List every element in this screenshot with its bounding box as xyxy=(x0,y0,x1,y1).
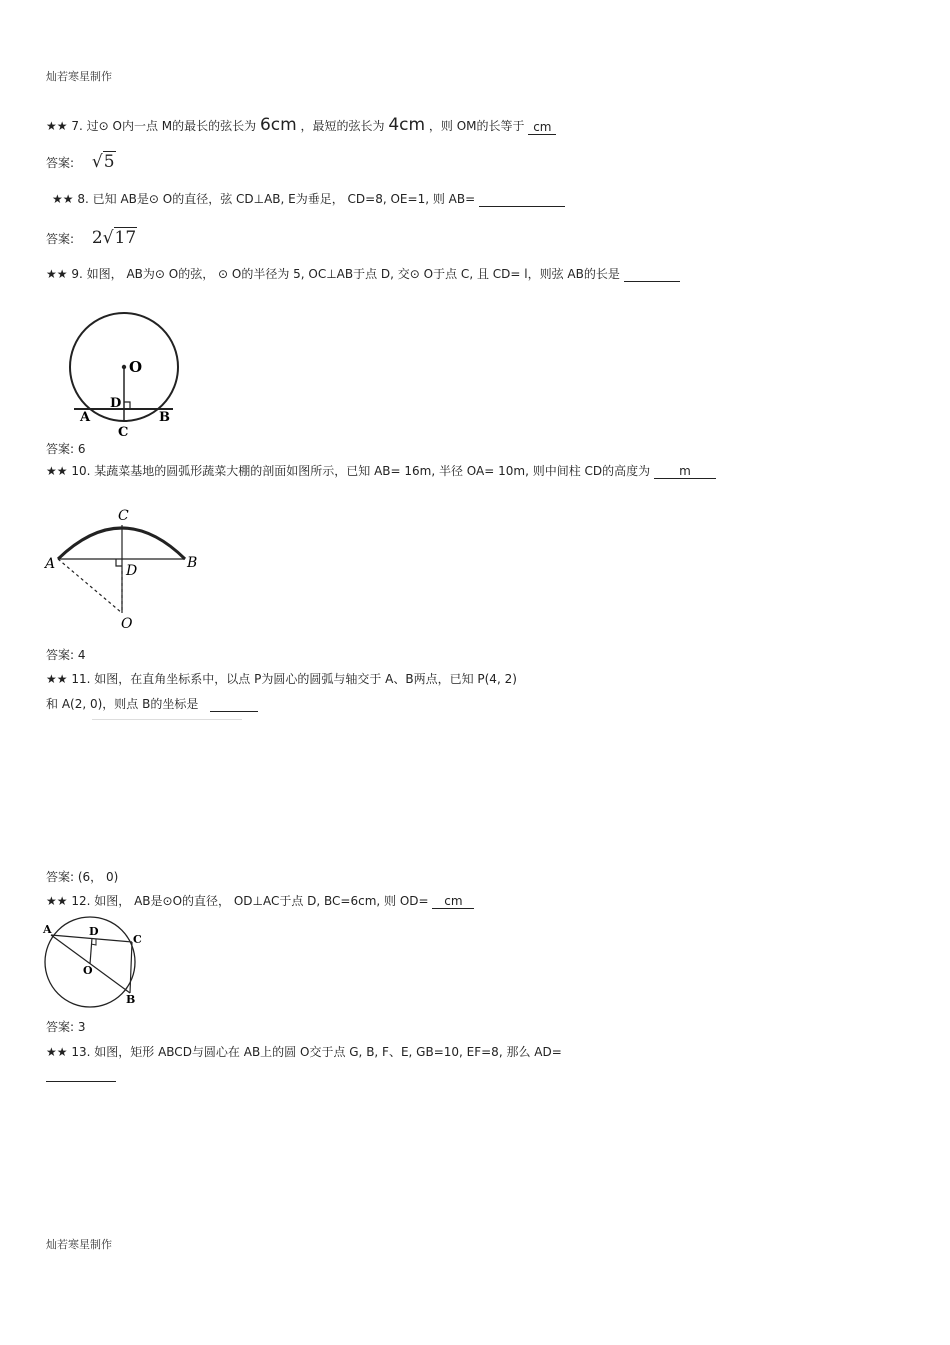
question-11-line2 xyxy=(46,695,258,712)
answer-blank: cm xyxy=(528,120,556,135)
question-text: 过⊙ O内一点 M的最长的弦长为 xyxy=(86,119,257,133)
label-c: C xyxy=(118,425,129,440)
answer-11: 答案: (6， 0) xyxy=(46,870,119,884)
page-header: 灿若寒星制作 xyxy=(46,70,112,83)
difficulty-stars: ★★ xyxy=(46,894,68,908)
label-d: D xyxy=(126,563,138,579)
label-b: B xyxy=(126,993,136,1006)
label-b: B xyxy=(187,555,198,571)
answer-9: 答案: 6 xyxy=(46,442,86,456)
answer-label: 答案: xyxy=(46,156,75,170)
label-d: D xyxy=(110,396,122,411)
question-text: ，最短的弦长为 xyxy=(300,119,385,133)
value-shortest-chord: 4cm xyxy=(388,115,426,135)
answer-12: 答案: 3 xyxy=(46,1020,86,1034)
sqrt-expression: √5 xyxy=(91,152,115,172)
figure-circle-diameter xyxy=(40,915,150,1010)
question-number: 9. xyxy=(71,267,83,281)
label-c: C xyxy=(118,508,129,524)
page-footer: 灿若寒星制作 xyxy=(46,1238,112,1251)
question-text: 如图，在直角坐标系中，以点 P为圆心的圆弧与轴交于 A、B两点，已知 P(4, 2) xyxy=(94,672,517,686)
answer-blank xyxy=(46,1081,116,1082)
answer-blank xyxy=(624,267,680,282)
label-d: D xyxy=(89,925,99,938)
value-longest-chord: 6cm xyxy=(259,115,297,135)
radicand: 5 xyxy=(103,152,115,172)
question-9 xyxy=(46,265,680,282)
label-a: A xyxy=(80,410,91,425)
answer-8 xyxy=(46,228,137,248)
figure-circle-chord xyxy=(55,305,190,440)
question-13 xyxy=(46,1043,562,1060)
difficulty-stars: ★★ xyxy=(46,267,68,281)
question-10 xyxy=(46,462,716,479)
label-o: O xyxy=(83,964,93,977)
question-number: 8. xyxy=(77,192,89,206)
segment-od xyxy=(90,938,92,964)
answer-blank: cm xyxy=(432,894,474,909)
radicand: 17 xyxy=(114,228,137,248)
sqrt-expression: 2√17 xyxy=(91,228,137,248)
figure-greenhouse-arc xyxy=(40,505,205,635)
answer-blank xyxy=(210,697,258,712)
question-7 xyxy=(46,115,556,135)
question-text: 和 A(2, 0)，则点 B的坐标是 xyxy=(46,697,199,711)
question-12 xyxy=(46,892,474,909)
question-number: 12. xyxy=(71,894,91,908)
question-text: 如图， AB是⊙O的直径， OD⊥AC于点 D, BC=6cm, 则 OD= xyxy=(94,894,429,908)
question-number: 7. xyxy=(71,119,83,133)
question-number: 10. xyxy=(71,464,91,478)
label-o: O xyxy=(129,358,143,376)
center-point xyxy=(122,365,126,369)
question-8 xyxy=(52,190,565,207)
question-number: 13. xyxy=(71,1045,91,1059)
figure-remnant xyxy=(92,719,242,720)
label-b: B xyxy=(159,410,170,425)
difficulty-stars: ★★ xyxy=(46,119,68,133)
answer-label: 答案: xyxy=(46,232,75,246)
question-text: ，则 OM的长等于 xyxy=(428,119,525,133)
right-angle-mark xyxy=(124,402,130,409)
answer-7 xyxy=(46,152,116,172)
label-o: O xyxy=(121,616,133,632)
difficulty-stars: ★★ xyxy=(46,464,68,478)
difficulty-stars: ★★ xyxy=(46,672,68,686)
question-11 xyxy=(46,670,517,687)
difficulty-stars: ★★ xyxy=(52,192,74,206)
right-angle-mark xyxy=(116,559,122,566)
coefficient: 2 xyxy=(91,228,103,248)
segment-bc xyxy=(130,942,132,993)
question-number: 11. xyxy=(71,672,91,686)
answer-blank xyxy=(479,192,565,207)
question-text: 某蔬菜基地的圆弧形蔬菜大棚的剖面如图所示，已知 AB= 16m, 半径 OA= 10m, 则中间柱 CD的高度为 xyxy=(94,464,651,478)
label-a: A xyxy=(45,556,56,572)
segment-ao xyxy=(58,559,122,613)
difficulty-stars: ★★ xyxy=(46,1045,68,1059)
question-text: 如图，矩形 ABCD与圆心在 AB上的圆 O交于点 G, B, F、E, GB=10, EF=8, 那么 AD= xyxy=(94,1045,562,1059)
label-c: C xyxy=(133,933,142,946)
answer-10: 答案: 4 xyxy=(46,648,86,662)
question-text: 已知 AB是⊙ O的直径，弦 CD⊥AB, E为垂足， CD=8, OE=1, 则 AB= xyxy=(92,192,476,206)
question-text: 如图， AB为⊙ O的弦， ⊙ O的半径为 5, OC⊥AB于点 D, 交⊙ O于点 C, 且 CD= l，则弦 AB的长是 xyxy=(86,267,620,281)
label-a: A xyxy=(43,923,52,936)
answer-blank: m xyxy=(654,464,716,479)
